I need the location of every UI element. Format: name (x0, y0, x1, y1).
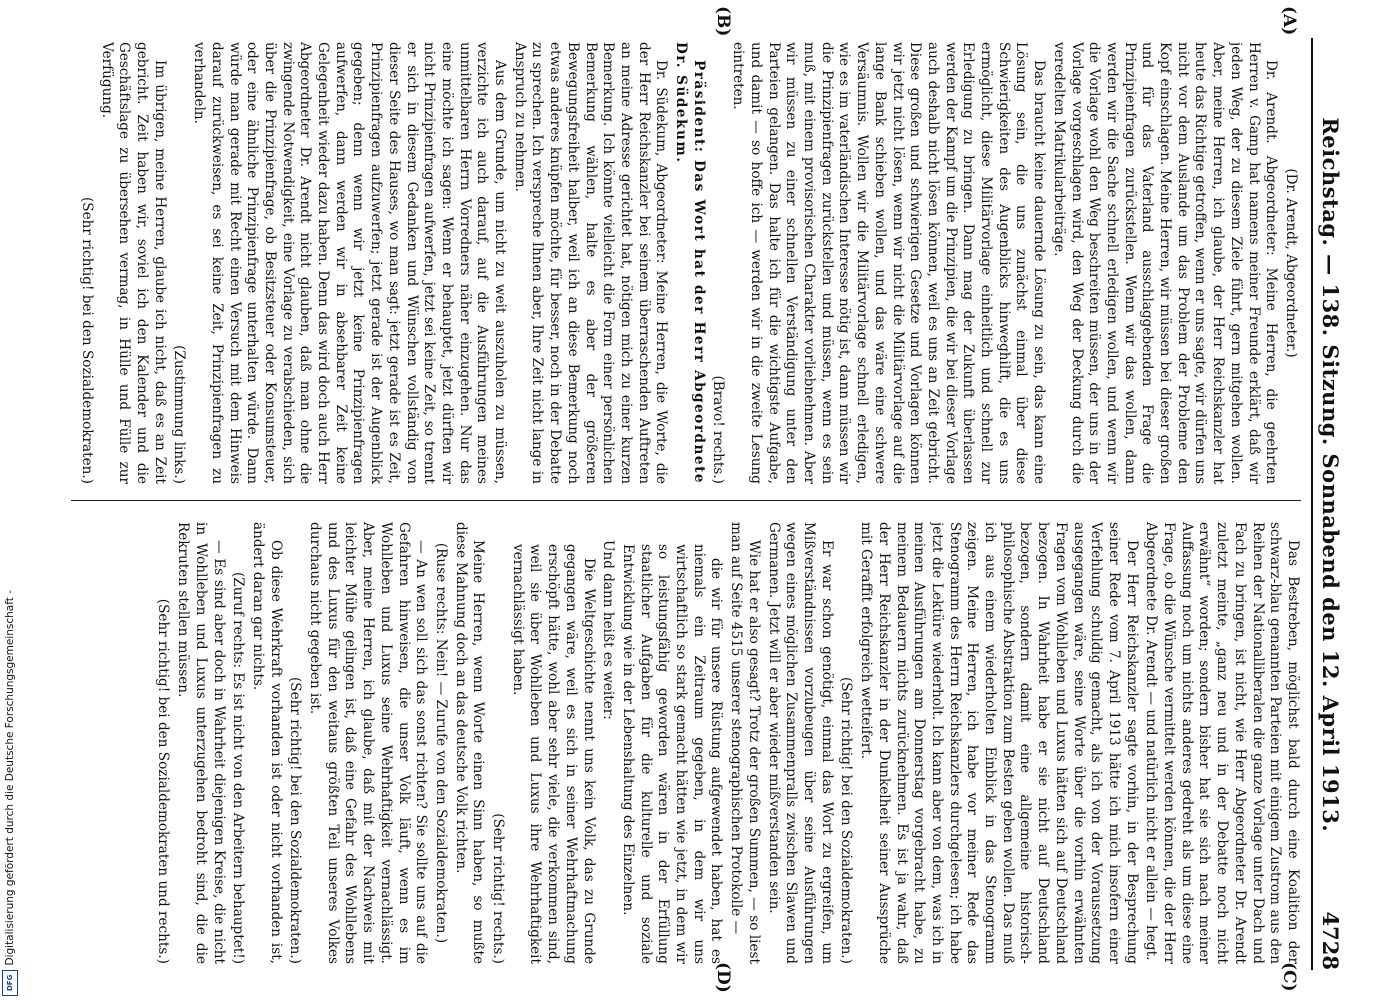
margin-marker-c: (C) (1279, 962, 1299, 992)
paragraph: Der Herr Reichskanzler sagte vorhin, in der Besprechung seiner Rede vom 7. April 1913 hätte ich mich insofern einer Verfehlung schuldig gemacht, als ich von der Voraussetzung ausgegangen wäre, seine Worte über die vorhin erwähnten Fragen vom Wohlleben und Luxus hätten sich auf Deutschland bezogen. In Wahrheit habe er sie nicht auf Deutschland bezogen, sondern damit eine allgemeine historisch-philosophische Abstraktion zum Besten geben wollen. Das muß ich aus einem wiederholten Einblick in das Stenogramm zeigen. Meine Herren, ich habe vor meiner Rede das Stenogramm des Herrn Reichskanzlers durchgelesen; ich habe jetzt die Lektüre wiederholt. Ich kann aber von dem, was ich in meinen Ausführungen am Donnerstag vorgebracht habe, zu meinem Bedauern nichts zurücknehmen. Es ist ja wahr, daß der Herr Reichskanzler in der Dunkelheit seiner Aussprüche mit Geraffit erfolgreich wetteifert. (858, 522, 1140, 964)
interjection: (Sehr richtig! bei den Sozialdemokraten und rechts.) (155, 598, 172, 964)
interjection: (Zustimmung links.) (171, 345, 188, 484)
paragraph: Das Bestreben, möglichst bald durch eine Koalition der schwarz-blau genannten Parteien mit einigem Zustrom aus den Reihen der Nationalliberalen die ganze Vorlage unter Dach und Fach zu bringen, ist nicht, wie Herr Abgeordneter Dr. Arendt zuletzt meinte, „ganz neu und in der Debatte noch nicht erwähnt“ worden; sondern bisher hat sie sich nach meiner Auffassung noch um nichts anderes gedreht als um diese eine Frage, ob die Wünsche vermittelt werden können, die der Herr Abgeordnete Dr. Arendt — und natürlich nicht er allein — hegt. (1143, 522, 1301, 964)
left-column (71, 42, 1301, 484)
paragraph: Und dann heißt es weiter: (600, 540, 617, 720)
margin-marker-b: (B) (713, 6, 733, 37)
paragraph: — An wen soll sich das sonst richten? Sie sollte uns auf die Gefahren hinweisen, die unser Volk läuft, wenn es im Wohlleben und Luxus seine Wehrhaftigkeit vernachlässigt. Aber, meine Herren, ich glaube, daß mit der Nachweis mit leichter Mühe gelingen ist, daß eine Gefahr des Wohllebens und des Luxus für den weitaus größten Teil unseres Volkes durchaus nicht gegeben ist. (307, 522, 430, 964)
paragraph: Er war schon genötigt, einmal das Wort zu ergreifen, um Mißverständnissen vorzubeugen über seine Ausführungen wegen eines möglichen Zusammenpralls zwischen Slawen und Germanen. Jetzt will er aber wieder mißverstanden sein. (765, 522, 835, 964)
page-number: 4728 (1318, 911, 1344, 970)
paragraph: Aus dem Grunde, um nicht zu weit auszuholen zu müssen, verzichte ich auch darauf, auf die Ausführungen meines unmittelbaren Herrn Vorredners näher einzugehen. Nur das eine möchte ich sagen: Wenn er behauptet, jetzt dürften wir nicht Prinzipienfragen aufwerfen, jetzt sei keine Zeit, so trennt er sich in diesem Gedanken und Wünschen vollständig von dieser Seite des Hauses, wo man sagt: jetzt gerade ist es Zeit, Prinzipienfragen aufzuwerfen; jetzt gerade ist der Augenblick gegeben; denn wenn wir jetzt keine Prinzipienfragen aufwerfen, dann werden wir in absehbarer Zeit keine Gelegenheit wieder dazu haben. Denn das wird doch auch Herr Abgeordneter Dr. Arendt nicht glauben, daß man ohne die zwingende Notwendigkeit, eine Vorlage zu verabschieden, sich über die Prinzipienfrage, ob Besitzsteuer oder Konsumsteuer, oder eine ähnliche Prinzipienfrage unterhalten würde. Dann würde man gerade mit Recht einen Versuch mit dem Hinweis darauf zurückweisen, es sei keine Zeit, Prinzipienfragen zu verhandeln. (191, 42, 509, 484)
right-column (71, 522, 1301, 964)
interjection: (Sehr richtig! rechts.) (490, 813, 507, 964)
interjection: (Ruse rechts: Nein! — Zurufe von den Sozialdemokraten.) (432, 542, 449, 944)
paragraph: — Es sind aber doch in Wahrheit diejenigen Kreise, die nicht in Wohlleben und Luxus unterzugehen bedroht sind, die die Rekruten stellen müssen. (175, 522, 227, 964)
paragraph: Im übrigen, meine Herren, glaube ich nicht, daß es an Zeit gebricht. Zeit haben wir, soviel ich den Kalender und die Geschäftslage zu übersehen vermag, in Hülle und Fülle zur Verfügung. (98, 42, 168, 484)
interjection: (Sehr richtig! bei den Sozialdemokraten.) (838, 677, 855, 964)
digitization-credit-strip (0, 0, 22, 1000)
quotation: die wir für unsere Rüstung aufgewendet haben, hat es niemals ein Zeitraum gegeben, in dem wir uns wirtschaftlich so stark gemacht hätten wie jetzt, in dem wir so leistungsfähig geworden wären in der Erfüllung staatlicher Aufgaben für die kulturelle und soziale Entwicklung wie in der Lebenshaltung des Einzelnen. (619, 544, 725, 964)
paragraph: Meine Herren, wenn Worte einen Sinn haben, so mußte diese Mahnung doch an das deutsche Volk richten. (452, 522, 487, 964)
interjection: (Sehr richtig! bei den Sozialdemokraten.) (287, 677, 304, 964)
paragraph: Dr. Arendt. Abgeordneter: Meine Herren, die geehrten Herren v. Gamp hat namens meiner Freunde erklärt, daß wir jeden Weg, der zu diesem Ziele führt, gern mitgehen wollen. Aber, meine Herren, ich glaube, der Herr Reichskanzler hat heute das Richtige getroffen, wenn er uns sagte, wir dürfen uns nicht vor dem Auslande um das Problem der Probleme den Kopf einschlagen. Meine Herren, wir müssen bei dieser großen und für das Vaterland ausschlaggebenden Frage die Prinzipienfragen zurückstellen. Wenn wir das wollen, dann werden wir die Sache schnell erledigen wollen, und wenn wir die Vorlage wohl den Weg beschreiten müssen, der uns in der Vorlage vorgeschlagen wird, den Weg der Deckung durch die veredelten Matrikularbeiträge. (1050, 42, 1280, 484)
paragraph: Wie hat er also gesagt? Trotz der großen Summen, — so liest man auf Seite 4515 unserer stenographischen Protokolle — (728, 522, 762, 964)
column-divider (71, 500, 1301, 501)
interjection: (Zuruf rechts: Es ist nicht von den Arbeitern behauptet!) (230, 572, 247, 964)
paragraph: Ob diese Wehrkraft vorhanden ist oder nicht vorhanden ist, ändert daran gar nichts. (249, 522, 284, 964)
page-header (1311, 38, 1349, 970)
digitization-credit: Digitalisierung gefördert durch die Deutsche Forschungsgemeinschaft - (4, 590, 16, 966)
page-title: Reichstag. — 138. Sitzung. Sonnabend den 12. April 1913. (1318, 117, 1344, 833)
dfg-logo-icon: DFG (2, 970, 18, 996)
president-statement: Präsident: Das Wort hat der Herr Abgeordnete Dr. Südekum. (673, 42, 707, 484)
margin-marker-a: (A) (1279, 6, 1299, 36)
interjection: (Bravo! rechts.) (710, 375, 727, 484)
interjection: (Sehr richtig! bei den Sozialdemokraten.) (78, 197, 95, 484)
paragraph: Dr. Südekum, Abgeordneter: Meine Herren, die Worte, die der Herr Reichskanzler bei seinem überraschenden Auftreten an meine Adresse gerichtet hat, nötigen mich zu einer kurzen Bemerkung. Ich könnte vielleicht die Form einer persönlichen Bemerkung wählen, halte es aber der größeren Bewegungsfreiheit halber, weil ich an diese Bemerkung noch etwas anderes knüpfen möchte, für besser, noch in der Debatte zu sprechen. Ich verspreche Ihnen aber, Ihre Zeit nicht lange in Anspruch zu nehmen. (511, 42, 670, 484)
paragraph: Das braucht keine dauernde Lösung zu sein, das kann eine Lösung sein, die uns zunächst einmal über diese Schwierigkeiten des Augenblicks hinweghilft, die es uns ermöglicht, diese Militärvorlage einheitlich und schnell zur Erledigung zu bringen. Dann mag der Zukunft überlassen werden der Kampf um die Prinzipien, die wir bei dieser Vorlage auch deshalb nicht lösen können, weil es uns an Zeit gebricht. Diese großen und schwierigen Gesetze und Vorlagen können wir jetzt nicht lösen, wenn wir nicht die Militärvorlage auf die lange Bank schieben wollen, und das wäre eine schwere Versäumnis. Wollen wir die Militärvorlage schnell erledigen, wie es im vaterländischen Interesse nötig ist, dann müssen wir die Prinzipienfragen zurückstellen und müssen, wenn es sein muß, mit einem provisorischen Charakter vorliebnehmen. Aber wir müssen zu einer schnellen Verständigung unter den Parteien gelangen. Das halte ich für die wichtigste Aufgabe, und damit — so hoffe ich — werden wir in die zweite Lesung eintreten. (730, 42, 1048, 484)
margin-marker-d: (D) (713, 962, 733, 993)
quotation: Die Weltgeschichte nennt uns kein Volk, das zu Grunde gegangen wäre, weil es sich in seiner Wehrhaftmachung erschöpft hätte, wohl aber sehr viele, die verkommen sind, weil sie über Wohlleben und Luxus ihre Wehrhaftigkeit vernachlässigt haben. (509, 544, 597, 964)
speaker-tag: (Dr. Arendt, Abgeordneter.) (1283, 168, 1299, 358)
